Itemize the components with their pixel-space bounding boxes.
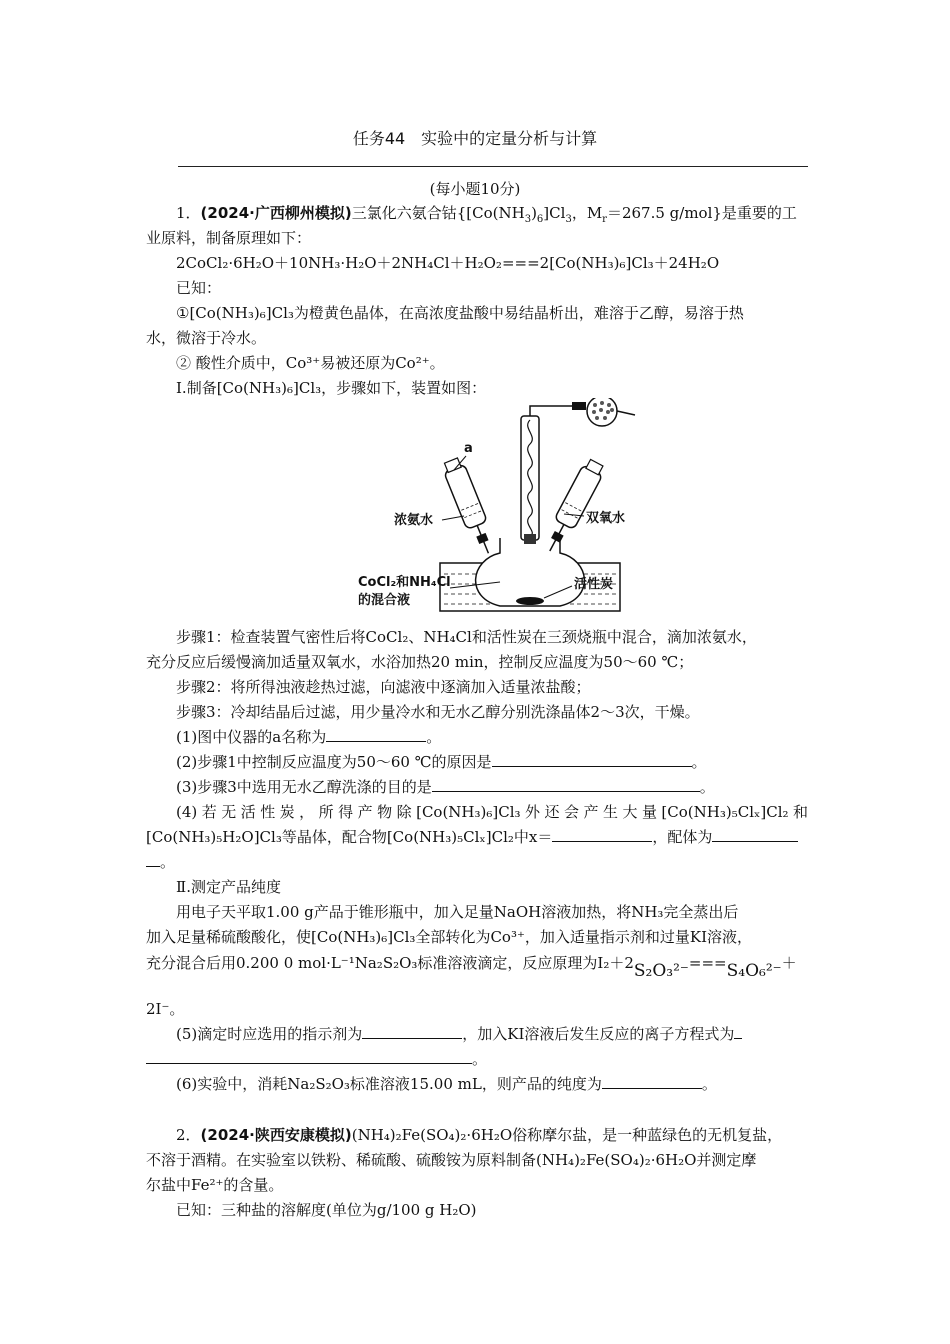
- task-title: 任务44 实验中的定量分析与计算: [352, 129, 598, 148]
- q1-part2-line4: 2I⁻。: [146, 1000, 185, 1018]
- q1-step3: 步骤3：冷却结晶后过滤，用少量冷水和无水乙醇分别洗涤晶体2～3次，干燥。: [176, 703, 700, 721]
- three-neck-flask: [476, 538, 585, 606]
- answer-blank-5b-cont[interactable]: [146, 1048, 472, 1064]
- title-divider: [178, 166, 808, 167]
- score-note: (每小题10分): [429, 180, 521, 198]
- q2-line2: 不溶于酒精。在实验室以铁粉、稀硫酸、硫酸铵为原料制备(NH₄)₂Fe(SO₄)₂·6H₂O并测定摩: [146, 1151, 757, 1169]
- q2-line4: 已知：三种盐的溶解度(单位为g/100 g H₂O): [176, 1201, 477, 1219]
- q1-sub6: (6)实验中，消耗Na₂S₂O₃标准溶液15.00 mL，则产品的纯度为 。: [176, 1075, 717, 1093]
- answer-blank-6[interactable]: [602, 1073, 702, 1089]
- answer-blank-3[interactable]: [432, 776, 700, 792]
- outlet-tube: [530, 406, 572, 416]
- answer-blank-1[interactable]: [326, 726, 426, 742]
- label-carbon: 活性炭: [574, 577, 614, 592]
- q1-intro: 1．(2024·广西柳州模拟)三氯化六氨合钴{$[Co(NH_3)_6]Cl_3$，$M_r=267.5$ g/mol}是重要的工: [176, 204, 797, 225]
- activated-carbon: [516, 597, 544, 605]
- q1-sub5: (5)滴定时应选用的指示剂为 ，加入KI溶液后发生反应的离子方程式为: [176, 1023, 808, 1045]
- q1-sub3: (3)步骤3中选用无水乙醇洗涤的目的是 。: [176, 778, 715, 796]
- q1-known-label: 已知：: [176, 279, 222, 297]
- outlet-connector: [572, 402, 586, 410]
- q2-intro: 2．(2024·陕西安康模拟)(NH₄)₂Fe(SO₄)₂·6H₂O俗称摩尔盐，是一种蓝绿色的无机复盐，: [176, 1126, 783, 1144]
- q1-part2-line1: 用电子天平取1.00 g产品于锥形瓶中，加入足量NaOH溶液加热，将NH₃完全蒸出后: [176, 903, 739, 921]
- bulb-tip: [617, 411, 635, 415]
- apparatus-diagram: [350, 398, 660, 618]
- q1-source: (2024·广西柳州模拟): [200, 204, 352, 222]
- label-mixture-line1: CoCl₂和NH₄Cl: [358, 575, 451, 590]
- q1-part2-heading: Ⅱ.测定产品纯度: [176, 878, 281, 896]
- q1-part1-heading: Ⅰ.制备[Co(NH₃)₆]Cl₃，步骤如下，装置如图：: [176, 379, 487, 397]
- answer-blank-4x[interactable]: [552, 826, 652, 842]
- q1-sub4: (4)若无活性炭，所得产物除[Co(NH₃)₆]Cl₃外还会产生大量[Co(NH₃)₅Clₓ]Cl₂和: [176, 803, 808, 821]
- thiosulfate-ion: S₂O₃²⁻: [633, 961, 689, 981]
- q1-sub4-cont: [Co(NH₃)₅H₂O]Cl₃等晶体，配合物[Co(NH₃)₅Clₓ]Cl₂中x＝ ，配体为: [146, 826, 808, 848]
- answer-blank-4ligand[interactable]: [712, 826, 798, 842]
- q1-known-1: ①[Co(NH₃)₆]Cl₃为橙黄色晶体，在高浓度盐酸中易结晶析出，难溶于乙醇，易溶于热: [176, 304, 744, 322]
- q1-step1: 步骤1：检查装置气密性后将CoCl₂、NH₄Cl和活性炭在三颈烧瓶中混合，滴加浓氨水，: [176, 628, 757, 646]
- label-a: a: [464, 441, 473, 456]
- condenser: [521, 416, 539, 540]
- q1-part2-line2: 加入足量稀硫酸酸化，使[Co(NH₃)₆]Cl₃全部转化为Co³⁺，加入适量指示剂和过量KI溶液，: [146, 928, 753, 946]
- answer-blank-5a[interactable]: [362, 1023, 462, 1039]
- q1-sub2: (2)步骤1中控制反应温度为50～60 ℃的原因是 。: [176, 753, 707, 771]
- label-ammonia: 浓氨水: [394, 513, 434, 528]
- label-peroxide: 双氧水: [586, 511, 626, 526]
- q1-intro-line2: 业原料，制备原理如下：: [146, 229, 312, 247]
- answer-blank-4ligand-cont[interactable]: [146, 851, 160, 867]
- answer-blank-5b[interactable]: [734, 1023, 742, 1039]
- q2-source: (2024·陕西安康模拟): [200, 1126, 352, 1144]
- label-left-pointer: [442, 516, 464, 520]
- answer-blank-2[interactable]: [492, 751, 692, 767]
- q2-line3: 尔盐中Fe²⁺的含量。: [146, 1176, 284, 1194]
- q1-part2-line3: 充分混合后用0.200 0 mol·L⁻¹Na₂S₂O₃标准溶液滴定，反应原理为I₂＋2S₂O₃²⁻===S₄O₆²⁻＋: [146, 954, 797, 981]
- label-mixture-line2: 的混合液: [358, 593, 411, 608]
- q1-step1-cont: 充分反应后缓慢滴加适量双氧水，水浴加热20 min，控制反应温度为50～60 ℃；: [146, 653, 694, 671]
- q1-sub4-end: 。: [146, 851, 808, 873]
- q1-known-1-cont: 水，微溶于冷水。: [146, 329, 267, 347]
- q1-sub5-cont: 。: [146, 1048, 808, 1070]
- left-dropping-funnel: [441, 456, 499, 557]
- q1-equation: 2CoCl₂·6H₂O＋10NH₃·H₂O＋2NH₄Cl＋H₂O₂===2[Co(NH₃)₆]Cl₃＋24H₂O: [176, 254, 720, 272]
- q1-sub1: (1)图中仪器的a名称为 。: [176, 728, 442, 746]
- center-stopper: [524, 534, 536, 544]
- q1-step2: 步骤2：将所得浊液趁热过滤，向滤液中逐滴加入适量浓盐酸；: [176, 678, 591, 696]
- tetrathionate-ion: S₄O₆²⁻: [726, 961, 782, 981]
- q1-known-2: ② 酸性介质中，Co³⁺易被还原为Co²⁺。: [176, 354, 445, 372]
